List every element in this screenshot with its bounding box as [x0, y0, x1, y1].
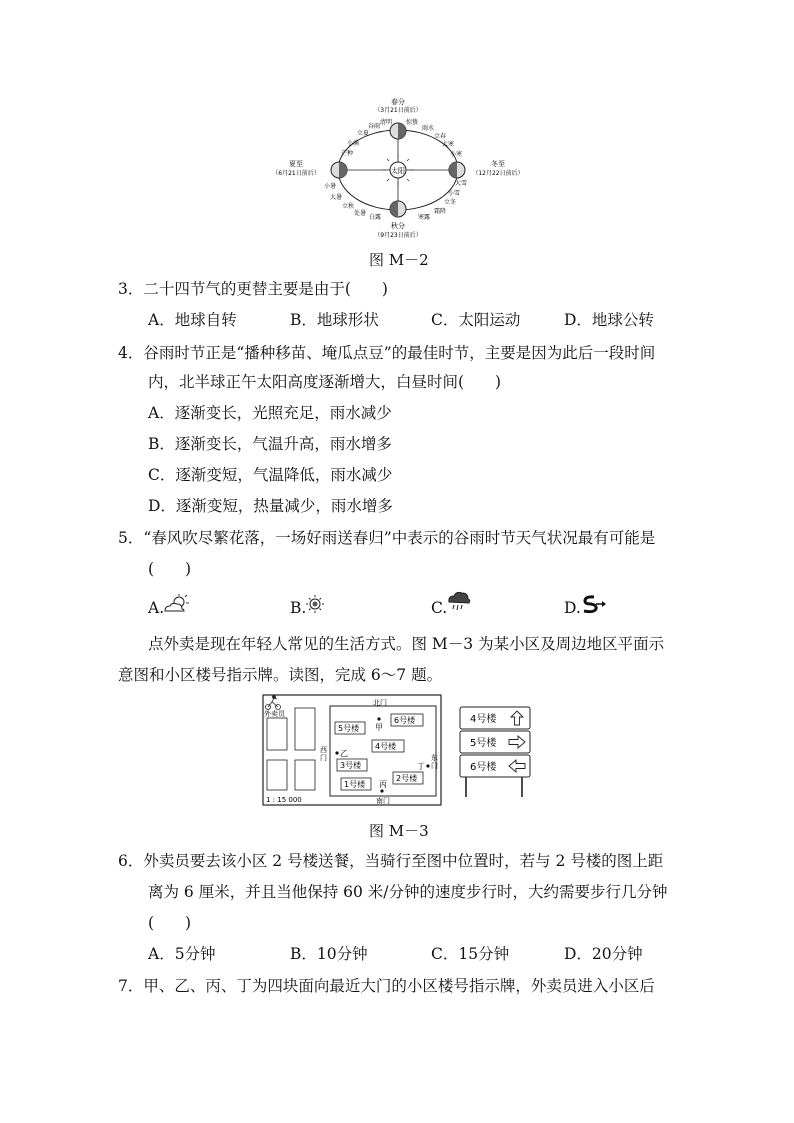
q6-option-d: D．20分钟: [564, 945, 643, 963]
building-1-label: 1号楼: [344, 780, 366, 789]
q5-stem-line1: 5．“春风吹尽繁花落，一场好雨送春归”中表示的谷雨时节天气状况最有可能是: [118, 529, 656, 547]
term-label: 小满: [347, 140, 360, 147]
building-6-label: 6号楼: [394, 716, 416, 725]
autumn-label: 秋分: [391, 222, 405, 230]
winter-label: 冬至: [491, 160, 505, 168]
sign-4-label: 4号楼: [470, 714, 497, 725]
term-label: 大暑: [330, 194, 343, 201]
south-gate-label: 南门: [376, 797, 390, 805]
marker-bing: 丙: [379, 780, 387, 789]
marker-jia: 甲: [375, 723, 383, 732]
intro-line2: 意图和小区楼号指示牌。读图，完成 6～7 题。: [118, 666, 443, 684]
term-label: 谷雨: [368, 123, 381, 130]
term-label: 处暑: [354, 210, 367, 217]
figure-m3-caption: 图 M－3: [369, 822, 429, 840]
spring-label: 春分: [391, 98, 405, 106]
q6-option-c: C．15分钟: [431, 945, 510, 963]
courier-label: 外卖员: [264, 710, 285, 718]
q5-option-c-letter: C.: [431, 599, 448, 617]
building-2-label: 2号楼: [396, 774, 418, 783]
building-3-label: 3号楼: [340, 761, 362, 770]
winter-date: （12月22日前后）: [472, 170, 524, 177]
q3-option-b: B．地球形状: [290, 311, 379, 329]
q5-option-d-letter: D.: [564, 599, 581, 617]
sun-label: 太阳: [391, 167, 405, 175]
q4-option-c: C．逐渐变短，气温降低，雨水减少: [148, 466, 393, 484]
earth-summer-icon: [331, 162, 347, 178]
q3-option-a: A．地球自转: [148, 311, 237, 329]
term-label: 雨水: [422, 125, 435, 132]
marker-ding: 丁: [417, 762, 425, 771]
q6-stem-line3: ( ): [148, 914, 192, 932]
sunny-icon: [303, 593, 327, 615]
q3-option-d: D．地球公转: [564, 311, 654, 329]
wind-icon: [580, 593, 608, 615]
term-label: 小雪: [448, 190, 461, 197]
building-5-label: 5号楼: [338, 724, 360, 733]
term-label: 大寒: [442, 141, 455, 148]
term-label: 立秋: [342, 203, 355, 210]
term-label: 惊蛰: [406, 119, 419, 126]
earth-autumn-icon: [390, 201, 406, 217]
q4-option-d: D．逐渐变短，热量减少，雨水增多: [148, 497, 393, 515]
rain-icon: [446, 590, 472, 612]
q5-option-b-letter: B.: [290, 599, 307, 617]
q7-stem-line1: 7．甲、乙、丙、丁为四块面向最近大门的小区楼号指示牌，外卖员进入小区后: [118, 977, 655, 995]
spring-date: （3月21日前后）: [374, 107, 422, 114]
q5-stem-line2: ( ): [148, 560, 192, 578]
summer-date: （6月21日前后）: [272, 170, 320, 177]
term-label: 芒种: [341, 150, 354, 157]
q4-option-b: B．逐渐变长，气温升高，雨水增多: [148, 435, 392, 453]
residential-map: [262, 694, 442, 806]
earth-winter-icon: [449, 162, 465, 178]
marker-yi: 乙: [340, 749, 348, 758]
term-label: 白露: [369, 214, 382, 221]
east-gate-label: 东门: [431, 754, 438, 770]
summer-label: 夏至: [289, 160, 303, 168]
term-label: 大雪: [455, 180, 468, 187]
q6-stem-line1: 6．外卖员要去该小区 2 号楼送餐，当骑行至图中位置时，若与 2 号楼的图上距: [118, 852, 664, 870]
term-label: 立夏: [357, 130, 370, 137]
term-label: 小暑: [324, 183, 337, 190]
term-label: 寒露: [418, 214, 431, 221]
earth-spring-icon: [390, 123, 406, 139]
intro-line1: 点外卖是现在年轻人常见的生活方式。图 M－3 为某小区及周边地区平面示: [148, 635, 665, 653]
q3-stem: 3．二十四节气的更替主要是由于( ): [118, 280, 388, 298]
q6-option-b: B．10分钟: [290, 945, 368, 963]
sign-6-label: 6号楼: [470, 762, 497, 773]
q5-option-a-letter: A.: [148, 599, 165, 617]
autumn-date: （9月23日前后）: [374, 232, 422, 239]
partly-cloudy-icon: [162, 593, 190, 615]
q4-stem-line2: 内，北半球正午太阳高度逐渐增大，白昼时间( ): [148, 373, 502, 391]
sign-5-label: 5号楼: [470, 738, 497, 749]
term-label: 立冬: [444, 199, 457, 206]
figure-m2-caption: 图 M－2: [369, 251, 429, 269]
north-gate-label: 北门: [373, 699, 387, 707]
term-label: 立春: [434, 133, 447, 140]
q3-option-c: C．太阳运动: [431, 311, 521, 329]
q4-option-a: A．逐渐变长，光照充足，雨水减少: [148, 404, 392, 422]
building-signpost: [457, 704, 533, 799]
map-scale: 1 : 15 000: [266, 796, 302, 804]
term-label: 清明: [380, 119, 393, 126]
west-gate-label: 西门: [320, 746, 327, 762]
q6-stem-line2: 离为 6 厘米，并且当他保持 60 米/分钟的速度步行时，大约需要步行几分钟: [148, 883, 668, 901]
q6-option-a: A．5分钟: [148, 945, 216, 963]
term-label: 小寒: [450, 151, 463, 158]
term-label: 霜降: [434, 208, 447, 215]
q4-stem-line1: 4．谷雨时节正是“播种移苗、埯瓜点豆”的最佳时节，主要是因为此后一段时间: [118, 344, 656, 362]
building-4-label: 4号楼: [375, 742, 397, 751]
orbit-diagram: [258, 98, 538, 248]
